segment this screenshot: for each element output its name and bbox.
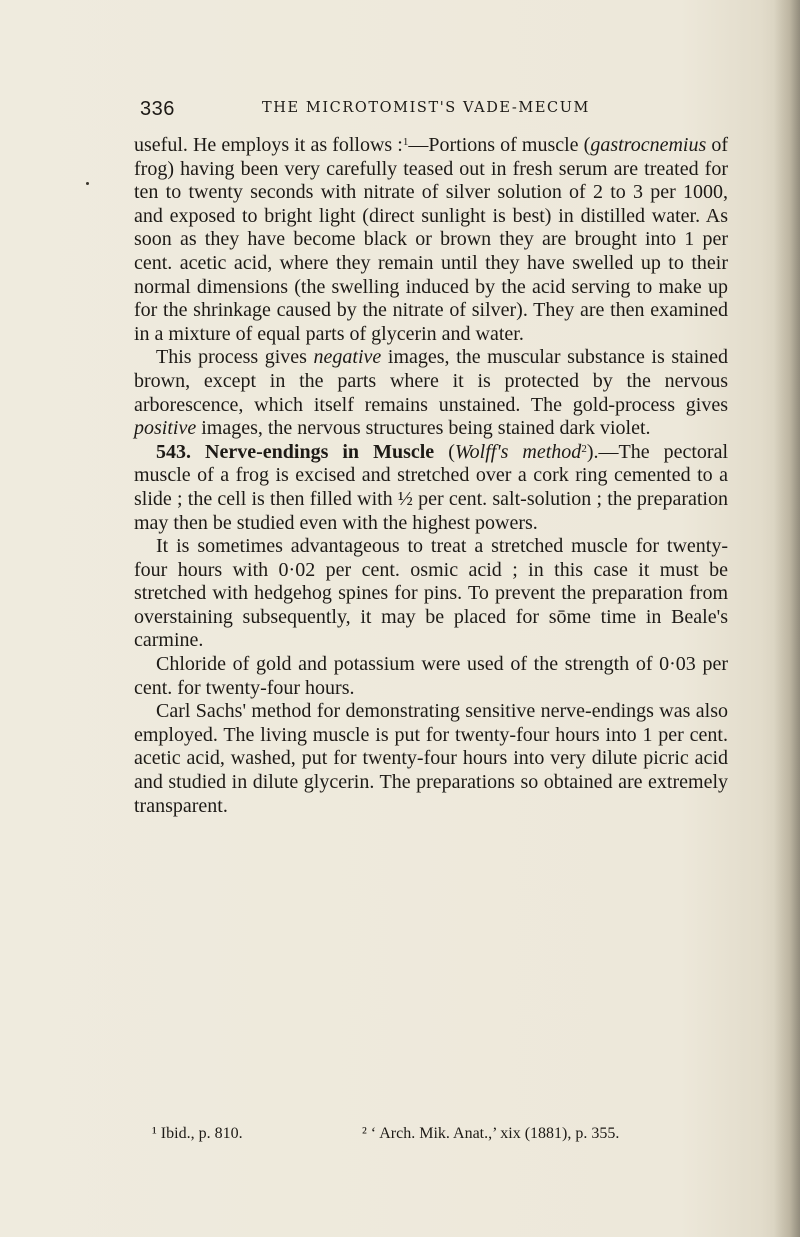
italic-term: gastrocnemius xyxy=(590,134,707,156)
body-text xyxy=(134,134,728,818)
section-number: 543. xyxy=(156,440,191,463)
footnotes xyxy=(152,1125,712,1149)
text-run: —The pectoral muscle of a frog is excised and stretched over a cork ring cemented to a slide ; the cell is then filled with ½ per cent. salt-solution ; the preparation may then be studied even with the highest powers. xyxy=(134,440,729,534)
page-edge-shadow xyxy=(774,0,800,1237)
page-speck xyxy=(86,182,89,185)
footnote-1: ¹ Ibid., p. 810. xyxy=(152,1125,243,1142)
running-head xyxy=(140,98,700,122)
section-title: Nerve-endings in Muscle xyxy=(205,440,435,463)
paragraph-silver-method xyxy=(134,134,728,346)
paragraph-osmic-acid: It is sometimes advantageous to treat a stretched muscle for twenty-four hours with 0·02 per cent. osmic acid ; in this case it must be stretched with hedgehog spines for pins. To prevent the preparation from overstaining subsequently, it may be placed for sōme time in Beale's carmine. xyxy=(134,535,728,652)
text-run: of frog) having been very carefully teased out in fresh serum are treated for ten to twenty seconds with nitrate of silver solution of 2 to 3 per 1000, and exposed to bright light (direct sunlight is best) in distilled water. As soon as they have become black or brown they are brought into 1 per cent. acetic acid, where they remain until they have swelled up to their normal dimensions (the swelling induced by the acid serving to make up for the shrinkage caused by the nitrate of silver). They are then examined in a mixture of equal parts of glycerin and water. xyxy=(134,134,728,345)
paragraph-sachs-method: Carl Sachs' method for demonstrating sensitive nerve-endings was also employed. The living muscle is put for twenty-four hours into 1 per cent. acetic acid, washed, put for twenty-four hours into very dilute picric acid and studied in dilute glycerin. The preparations so obtained are extremely transparent. xyxy=(134,700,728,817)
text-run: images, the muscular substance is stained brown, except in the parts where it is protected by the nervous arborescence, which itself remains unstained. The gold-process gives xyxy=(134,346,728,416)
text-run: ( xyxy=(434,440,455,463)
text-run: useful. He employs it as follows : xyxy=(134,134,403,156)
page-number: 336 xyxy=(140,98,175,120)
section-543 xyxy=(134,441,728,535)
running-title: THE MICROTOMIST'S VADE-MECUM xyxy=(262,100,590,116)
footnote-ref: 1 xyxy=(402,136,409,148)
text-run: images, the nervous structures being stained dark violet. xyxy=(196,417,651,440)
footnote-2: ² ‘ Arch. Mik. Anat.,’ xix (1881), p. 355. xyxy=(362,1125,620,1142)
text-run: —Portions of muscle ( xyxy=(408,134,591,156)
text-run: ). xyxy=(586,440,599,463)
footnote-ref: 2 xyxy=(581,442,587,455)
text-run: This process gives xyxy=(156,346,314,369)
paragraph-gold-chloride: Chloride of gold and potassium were used of the strength of 0·03 per cent. for twenty-four hours. xyxy=(134,653,728,699)
italic-term: positive xyxy=(134,417,197,440)
italic-term: negative xyxy=(313,346,382,369)
method-name: Wolff's method xyxy=(454,440,582,463)
paragraph-negative-images xyxy=(134,346,728,440)
